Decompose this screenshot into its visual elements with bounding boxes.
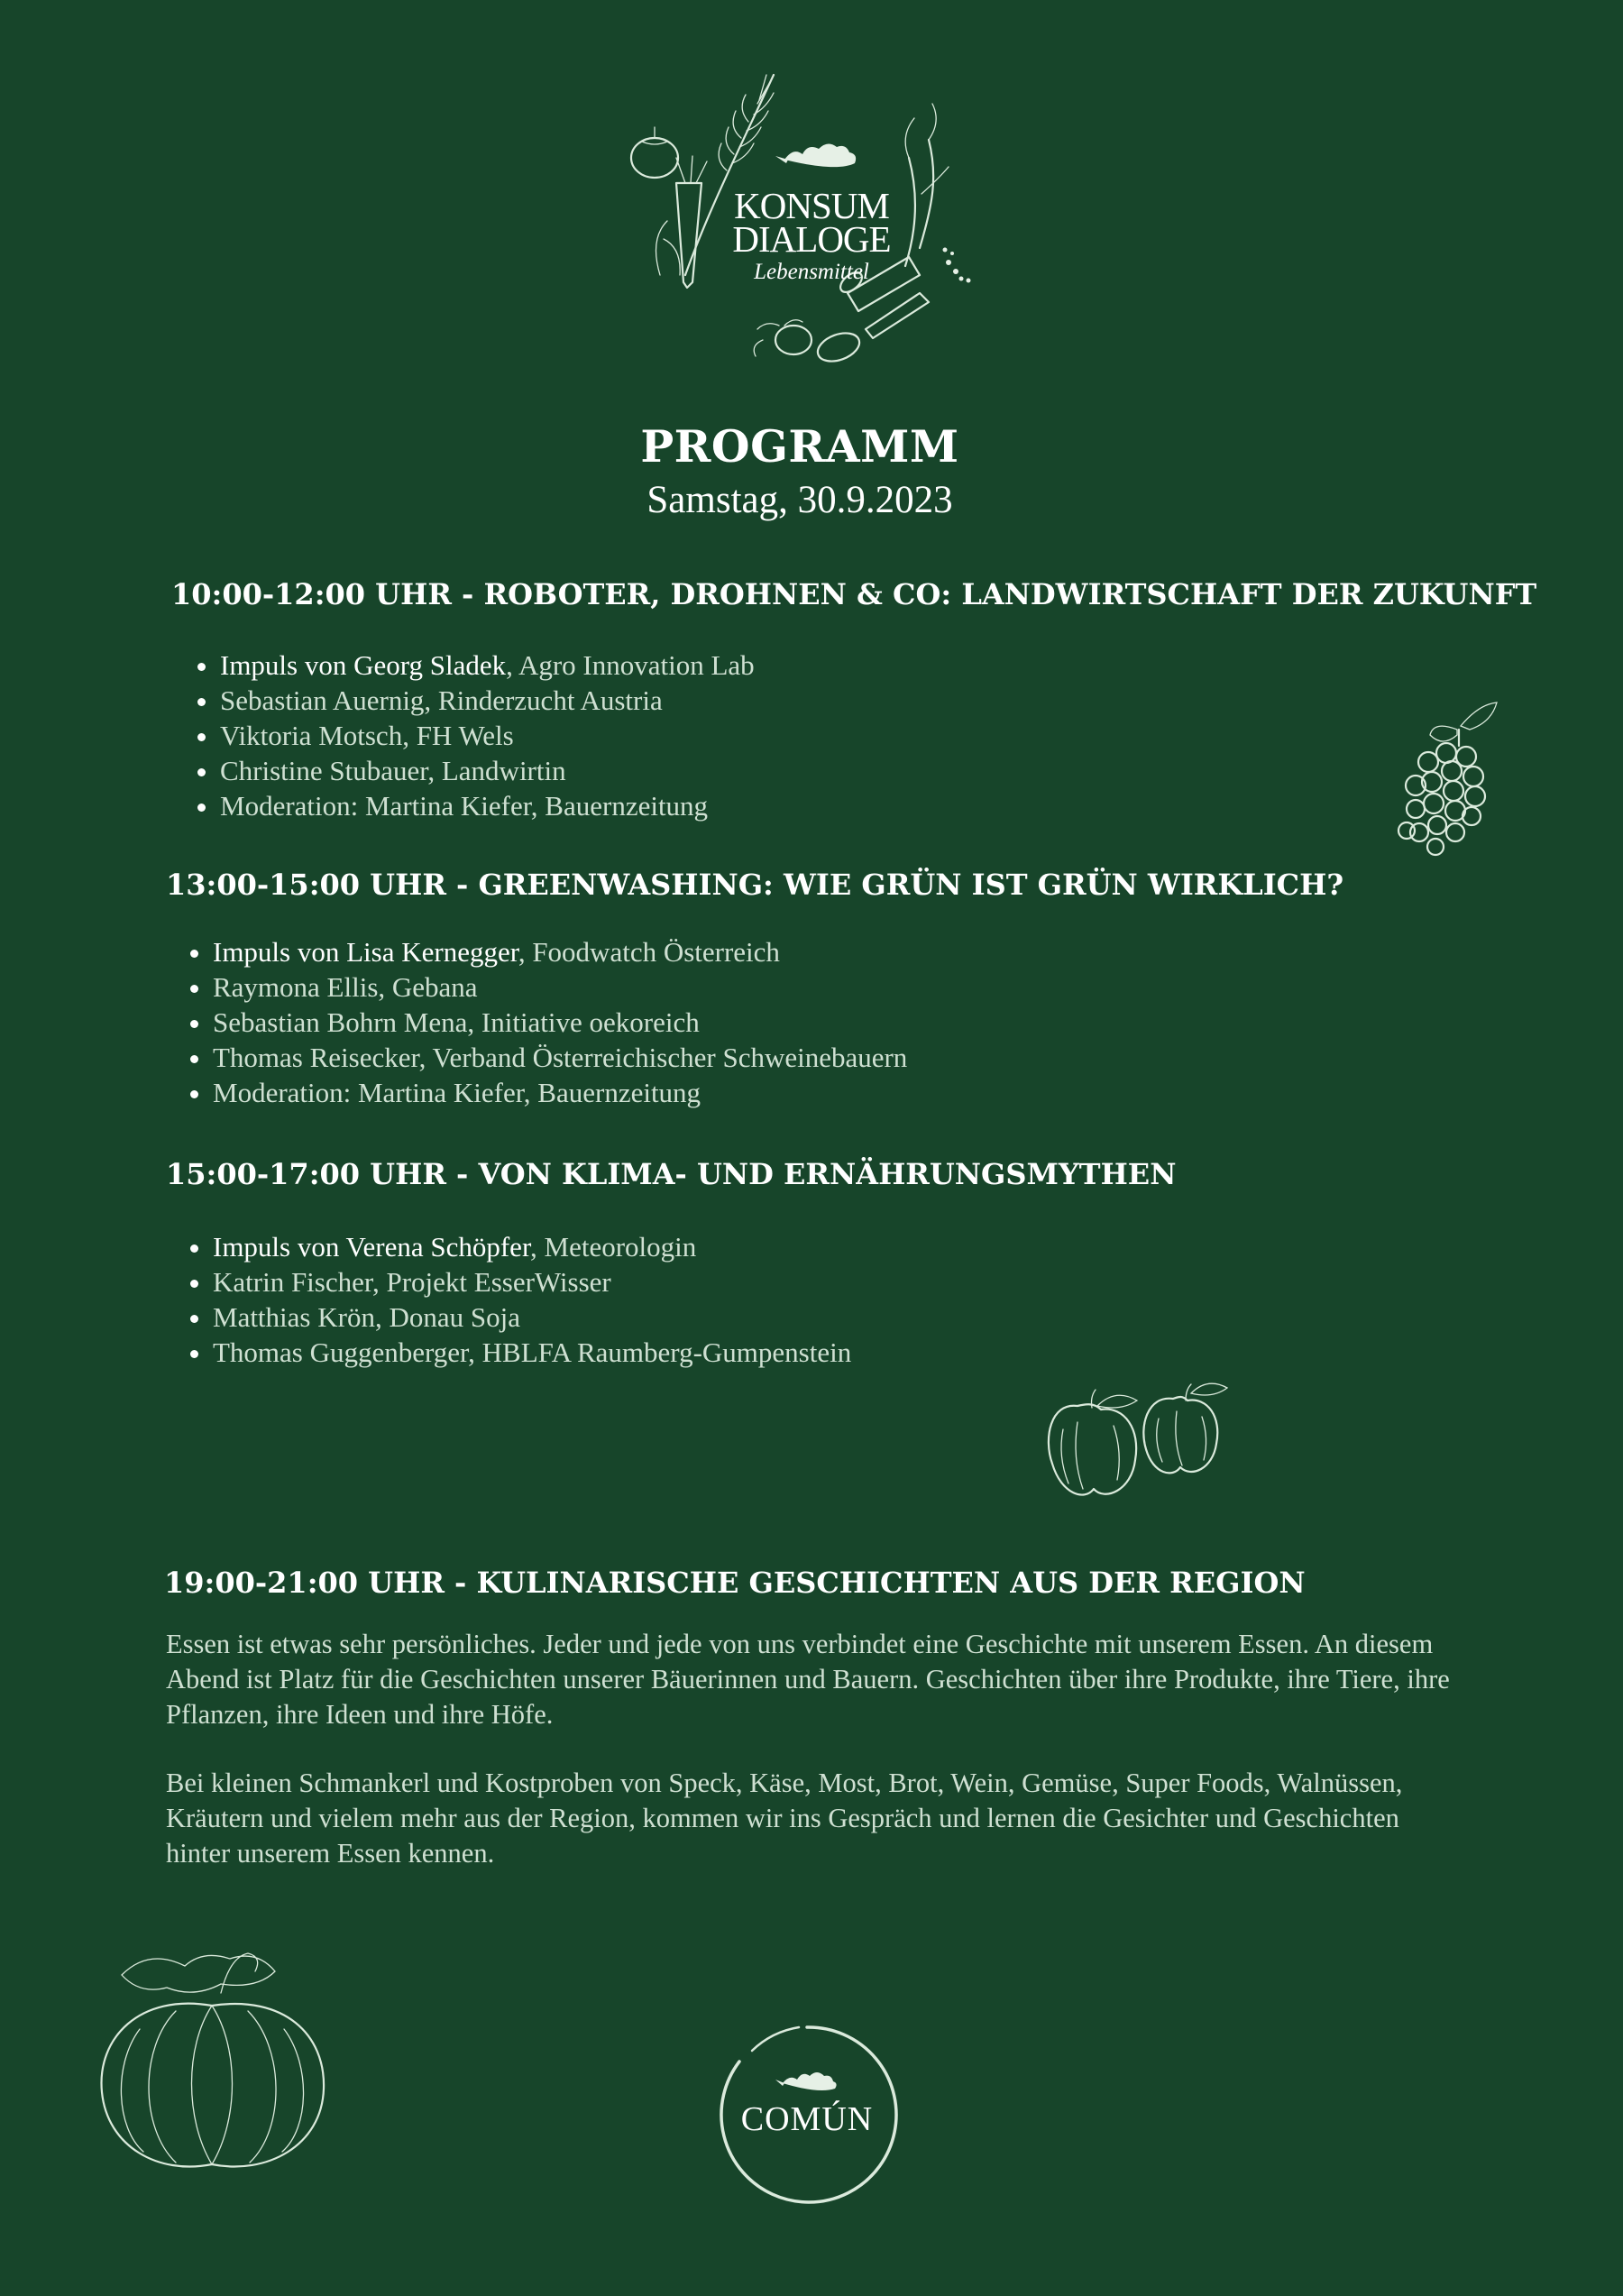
brand-line-2: DIALOGE	[732, 218, 891, 260]
page-title: PROGRAMM	[640, 420, 959, 473]
list-item	[220, 647, 755, 683]
list-item	[213, 1335, 851, 1370]
session-title: 15:00-17:00 UHR - VON KLIMA- UND ERNÄHRUNGSMYTHEN	[166, 1157, 1177, 1191]
session-title: 10:00-12:00 UHR - ROBOTER, DROHNEN & CO: LANDWIRTSCHAFT DER ZUKUNFT	[171, 577, 1537, 611]
list-item	[213, 1300, 851, 1335]
list-item	[220, 753, 755, 788]
session-paragraph: Essen ist etwas sehr persönliches. Jeder und jede von uns verbindet eine Geschichte mit unserem Essen. An diesem Abend ist Platz für die Geschichten unserer Bäuerinnen und Bauern. Geschichten über ihre Produkte, ihre Tiere, ihre Pflanzen, ihre Ideen und ihre Höfe.	[166, 1629, 1450, 1730]
blackberry-icon	[1389, 699, 1506, 861]
session-list	[166, 1229, 851, 1370]
speaker: Matthias Krön, Donau Soja	[213, 1301, 520, 1333]
session-list	[166, 934, 907, 1110]
speaker: Thomas Reisecker, Verband Österreichischer Schweinebauern	[213, 1042, 908, 1073]
speaker: Sebastian Auernig, Rinderzucht Austria	[220, 684, 663, 716]
brand-name	[708, 185, 915, 260]
oak-leaf-icon	[775, 143, 856, 167]
oak-leaf-icon	[775, 2072, 837, 2090]
list-item	[213, 969, 907, 1005]
list-item	[220, 718, 755, 753]
list-item	[213, 1040, 907, 1075]
session-title: 19:00-21:00 UHR - KULINARISCHE GESCHICHTEN AUS DER REGION	[164, 1566, 1306, 1600]
speaker: Moderation: Martina Kiefer, Bauernzeitung	[220, 790, 709, 822]
impulse-speaker: Impuls von Verena Schöpfer	[213, 1231, 531, 1263]
session-title: 13:00-15:00 UHR - GREENWASHING: WIE GRÜN IST GRÜN WIRKLICH?	[166, 868, 1344, 902]
list-item	[213, 1229, 851, 1264]
list-item	[213, 1264, 851, 1300]
speaker: Moderation: Martina Kiefer, Bauernzeitung	[213, 1077, 701, 1108]
impulse-speaker: Impuls von Lisa Kernegger	[213, 936, 518, 968]
list-item	[213, 1075, 907, 1110]
speaker: Sebastian Bohrn Mena, Initiative oekoreich	[213, 1006, 700, 1038]
speaker: Viktoria Motsch, FH Wels	[220, 720, 514, 751]
comun-logo-text: COMÚN	[740, 2100, 874, 2138]
page-date: Samstag, 30.9.2023	[646, 479, 953, 521]
brand-line-1: KONSUM	[734, 185, 889, 226]
brand-subtitle: Lebensmittel	[754, 260, 869, 284]
speaker: Raymona Ellis, Gebana	[213, 971, 478, 1003]
pumpkin-icon	[86, 1939, 338, 2182]
list-item	[220, 683, 755, 718]
speaker-affiliation: , Meteorologin	[530, 1231, 697, 1263]
session-paragraph: Bei kleinen Schmankerl und Kostproben von Speck, Käse, Most, Brot, Wein, Gemüse, Super Foods, Walnüssen, Kräutern und vielem mehr aus der Region, kommen wir ins Gespräch und lernen die Gesichter und Geschichten hinter unserem Essen kennen.	[166, 1768, 1403, 1869]
speaker-affiliation: , Agro Innovation Lab	[506, 649, 755, 681]
list-item	[213, 1005, 907, 1040]
impulse-speaker: Impuls von Georg Sladek	[220, 649, 507, 681]
speaker-affiliation: , Foodwatch Österreich	[518, 936, 780, 968]
speaker: Christine Stubauer, Landwirtin	[220, 755, 566, 786]
apples-icon	[1041, 1366, 1240, 1506]
list-item	[213, 934, 907, 969]
speaker: Katrin Fischer, Projekt EsserWisser	[213, 1266, 611, 1298]
session-list	[173, 647, 755, 823]
speaker: Thomas Guggenberger, HBLFA Raumberg-Gumpenstein	[213, 1336, 852, 1368]
list-item	[220, 788, 755, 823]
